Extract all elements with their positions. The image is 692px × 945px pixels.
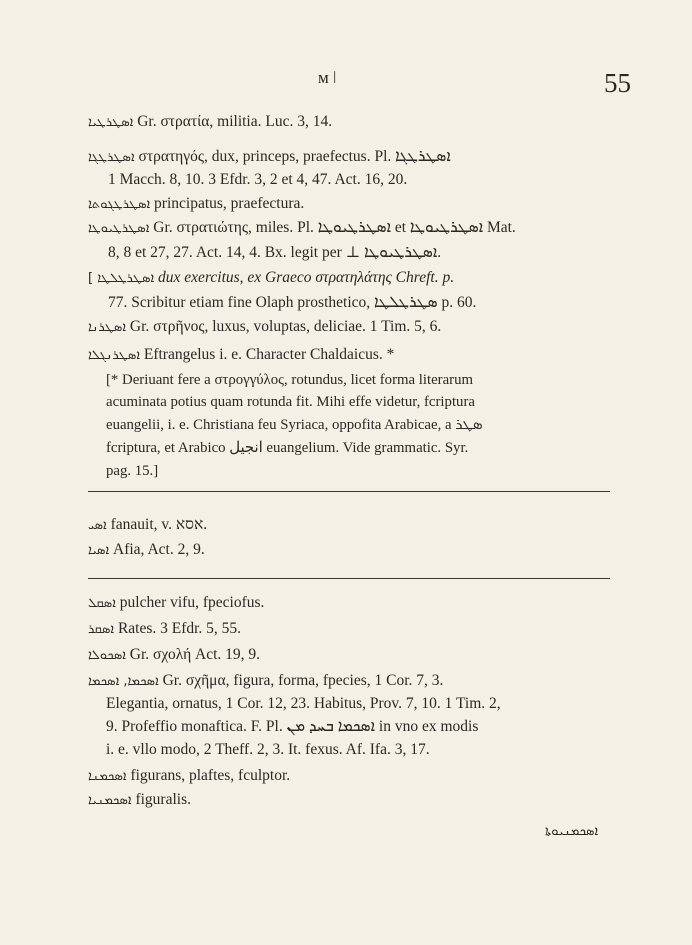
entry-line: [ ܐܣܛܪܛܠܛܐ dux exercitus, ex Graeco στρατηλάτης Chreft. p.: [88, 269, 455, 286]
entry-line: ܐܣܛܪܢܓܠܐ Eftrangelus i. e. Character Chaldaicus. *: [88, 346, 395, 363]
section-rule: [88, 578, 610, 579]
header-mark: ᴍ ǀ: [318, 68, 337, 87]
entry-line: ܐܣܟܘܠܐ Gr. σχολή Act. 19, 9.: [88, 646, 261, 663]
entry-line: 9. Profeffio monaftica. F. Pl. ܐܣܟܡܐ ܒܚܕ ܡܢ in vno ex modis: [106, 718, 479, 735]
entry-line: 8, 8 et 27, 27. Act. 14, 4. Bx. legit per ⊥ ܐܣܛܪܛܝܘܛܐ.: [108, 244, 442, 261]
entry-line: ܐܣܟܡܢܐ figurans, plaftes, fculptor.: [88, 767, 291, 784]
entry-line: i. e. vllo modo, 2 Theff. 2, 3. It. fexus. Af. Ifa. 3, 17.: [106, 741, 430, 758]
entry-line: ܐܣܛܪܢܐ Gr. στρῆνος, luxus, voluptas, deliciae. 1 Tim. 5, 6.: [88, 318, 442, 335]
note-line: [* Deriuant fere a στρογγύλος, rotundus, licet forma literarum: [106, 372, 474, 388]
entry-line: ܐܣܛܪܛܝܐ Gr. στρατία, militia. Luc. 3, 14.: [88, 113, 333, 130]
catchword: ܐܣܟܡܢܝܘܬܐ: [545, 824, 599, 839]
entry-line: ܐܣܛܪܛܝܘܛܐ Gr. στρατιώτης, miles. Pl. ܐܣܛܪܛܝܘܛܐ et ܐܣܛܪܛܝܘܛܐ Mat.: [88, 219, 516, 236]
entry-line: ܐܣܟܡܢܝܐ figuralis.: [88, 791, 191, 808]
entry-line: ܐܣܩܪ Rates. 3 Efdr. 5, 55.: [88, 620, 242, 637]
entry-line: ܐܣܛܪܛܓܘܬܐ principatus, praefectura.: [88, 195, 305, 212]
entry-line: Elegantia, ornatus, 1 Cor. 12, 23. Habitus, Prov. 7, 10. 1 Tim. 2,: [106, 695, 501, 712]
note-line: euangelii, i. e. Christiana feu Syriaca, oppofita Arabicae, a ܣܛܪ: [106, 417, 483, 433]
entry-line: 1 Macch. 8, 10. 3 Efdr. 3, 2 et 4, 47. Act. 16, 20.: [108, 171, 408, 188]
section-rule: [88, 491, 610, 492]
entry-line: ܐܣܩܠ pulcher vifu, fpeciofus.: [88, 594, 265, 611]
entry-line: 77. Scribitur etiam fine Olaph prosthetico, ܣܛܪܛܠܛܐ p. 60.: [108, 294, 477, 311]
entry-line: ܐܣܝ fanauit, v. אסא.: [88, 516, 208, 533]
note-line: fcriptura, et Arabico انجيل euangelium. Vide grammatic. Syr.: [106, 440, 469, 456]
entry-line: ܐܣܛܪܛܓܐ στρατηγός, dux, princeps, praefectus. Pl. ܐܣܛܪܛܓܐ: [88, 148, 451, 165]
entry-line: ܐܣܝܐ Afia, Act. 2, 9.: [88, 541, 205, 558]
note-line: acuminata potius quam rotunda fit. Mihi effe videtur, fcriptura: [106, 394, 475, 410]
entry-line: ܐܣܟܡܐ, ܐܣܟܡܐ Gr. σχῆμα, figura, forma, fpecies, 1 Cor. 7, 3.: [88, 672, 444, 689]
page-number: 55: [604, 68, 631, 98]
note-line: pag. 15.]: [106, 463, 159, 479]
